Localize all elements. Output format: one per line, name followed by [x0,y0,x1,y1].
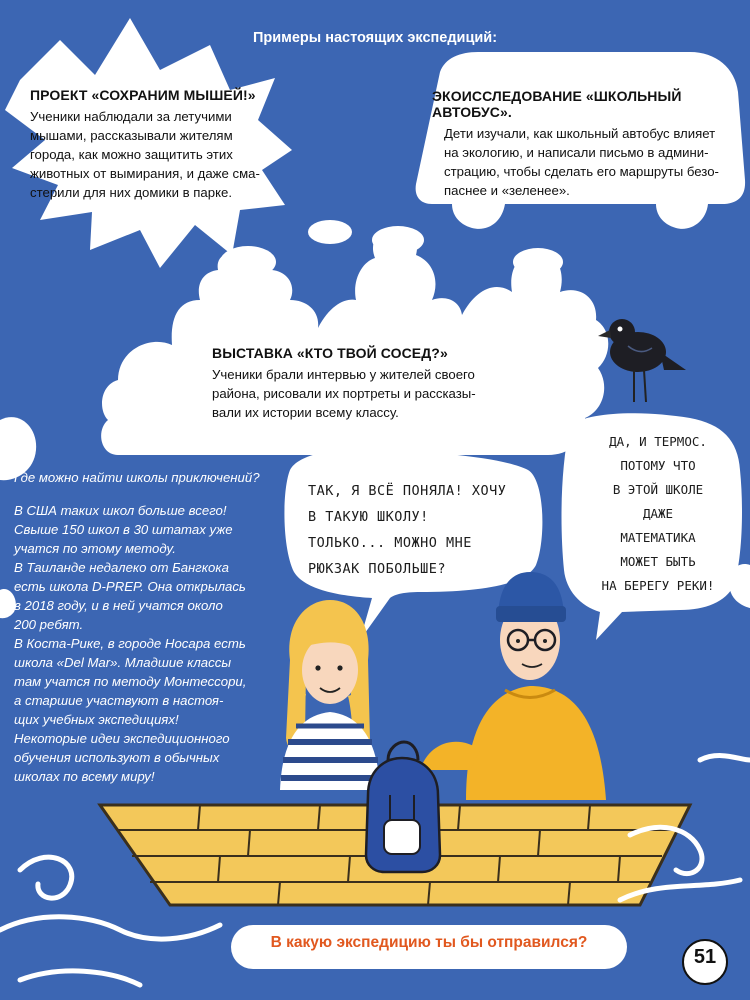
sidebar-line: школа «Del Mar». Младшие классы [14,655,232,670]
speech-line: МАТЕМАТИКА [620,530,696,545]
example-neighbour [212,345,512,422]
text-line: Дети изучали, как школьный автобус влияет [444,126,716,141]
text-line: на экологию, и написали письмо в админи- [444,145,709,160]
speech-line: ДАЖЕ [642,506,674,521]
example-bus [432,88,742,200]
sidebar-line: Свыше 150 школ в 30 штатах уже [14,522,233,537]
speech-line: НА БЕРЕГУ РЕКИ! [601,578,715,593]
speech-line: ПОТОМУ ЧТО [620,458,696,473]
text-line: района, рисовали их портреты и рассказы- [212,386,476,401]
page-heading: Примеры настоящих экспедиций: [252,30,498,46]
example-title: ПРОЕКТ «СОХРАНИМ МЫШЕЙ!» [30,87,256,103]
text-line: Ученики брали интервью у жителей своего [212,367,475,382]
speech-text-boy [578,430,738,598]
text-line: паснее и «зеленее». [444,183,570,198]
example-text [212,365,512,422]
sidebar-line: щих учебных экспедициях! [14,712,179,727]
sidebar-line: В Таиланде недалеко от Бангкока [14,560,229,575]
page-number: 51 [693,946,717,968]
speech-line: ДА, И ТЕРМОС. [609,434,707,449]
sidebar-question: Где можно найти школы приключений? [14,470,260,485]
text-line: мышами, рассказывали жителям [30,128,233,143]
speech-line: МОЖЕТ БЫТЬ [620,554,696,569]
sidebar-line: в 2018 году, и в ней учатся около [14,598,223,613]
adventure-schools-sidebar [14,468,286,786]
sidebar-line: а старшие участвуют в настоя- [14,693,224,708]
sidebar-line: обучения используют в обычных [14,750,220,765]
speech-line: В ТАКУЮ ШКОЛУ! [308,509,429,525]
text-line: Ученики наблюдали за летучими [30,109,232,124]
sidebar-line: там учатся по методу Монтессори, [14,674,247,689]
girl-illustration [280,600,380,790]
text-line: страцию, чтобы сделать его маршруты безо- [444,164,719,179]
speech-line: ТАК, Я ВСЁ ПОНЯЛА! ХОЧУ [308,483,507,499]
sidebar-line: Некоторые идеи экспедиционного [14,731,230,746]
sidebar-line: есть школа D-PREP. Она открылась [14,579,246,594]
sidebar-line: В США таких школ больше всего! [14,503,227,518]
text-line: стерили для них домики в парке. [30,185,233,200]
speech-line: ТОЛЬКО... МОЖНО МНЕ [308,535,472,551]
example-bats [30,87,280,202]
text-line: вали их истории всему классу. [212,405,399,420]
sidebar-line: В Коста-Рике, в городе Носара есть [14,636,246,651]
text-line: животных от вымирания, и даже сма- [30,166,260,181]
speech-line: В ЭТОЙ ШКОЛЕ [612,482,704,497]
bottom-question: В какую экспедицию ты бы отправился? [270,934,588,951]
example-text [30,107,280,202]
speech-text-girl [308,478,538,582]
example-text [432,124,742,200]
speech-line: РЮКЗАК ПОБОЛЬШЕ? [308,561,447,577]
sidebar-line: школах по всему миру! [14,769,155,784]
example-title: ЭКОИССЛЕДОВАНИЕ «ШКОЛЬНЫЙ АВТОБУС». [432,88,682,120]
example-title: ВЫСТАВКА «КТО ТВОЙ СОСЕД?» [212,345,448,361]
text-line: города, как можно защитить этих [30,147,233,162]
sidebar-line: учатся по этому методу. [14,541,176,556]
sidebar-line: 200 ребят. [14,617,84,632]
